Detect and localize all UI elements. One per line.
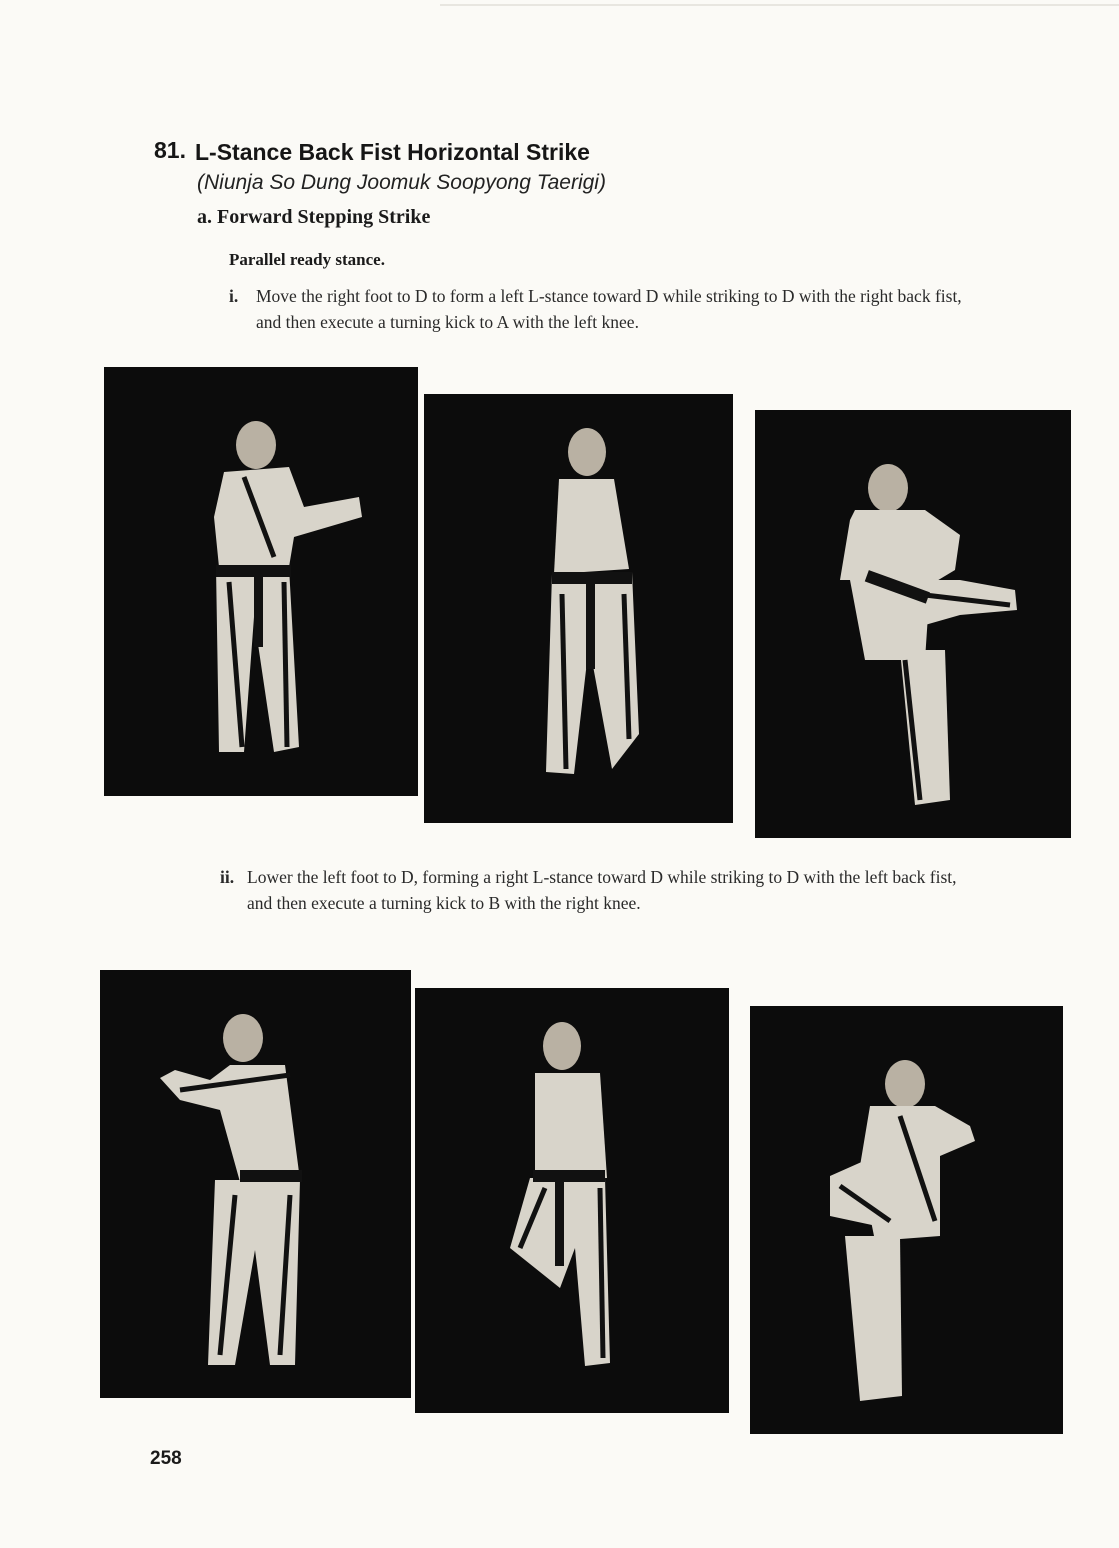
section-number: 81.: [154, 137, 186, 163]
step-2-marker: ii.: [220, 867, 235, 887]
photo-step1-strike: [424, 394, 733, 823]
page-edge-rule: [440, 4, 1119, 6]
martial-artist-strike-icon: [415, 988, 729, 1413]
section-title: L-Stance Back Fist Horizontal Strike: [195, 139, 590, 165]
photo-step2-ready: [100, 970, 411, 1398]
photo-step1-knee-kick: [755, 410, 1071, 838]
section-subtitle: (Niunja So Dung Joomuk Soopyong Taerigi): [197, 171, 606, 194]
photo-step1-ready: [104, 367, 418, 796]
step-1-marker: i.: [229, 286, 239, 306]
martial-artist-strike-icon: [424, 394, 733, 823]
step-1: [229, 283, 969, 363]
martial-artist-knee-kick-icon: [750, 1006, 1063, 1434]
martial-artist-knee-kick-icon: [755, 410, 1071, 838]
martial-artist-ready-icon: [104, 367, 418, 796]
martial-artist-ready-icon: [100, 970, 411, 1398]
step-1-text: Move the right foot to D to form a left L-stance toward D while striking to D with the right back fist, and then execute a turning kick to A with the left knee.: [256, 286, 962, 332]
photo-step2-strike: [415, 988, 729, 1413]
ready-stance-label: Parallel ready stance.: [229, 250, 385, 269]
page-number: 258: [150, 1448, 182, 1469]
step-2: [220, 864, 960, 944]
subsection-heading: a. Forward Stepping Strike: [197, 206, 431, 228]
step-2-text: Lower the left foot to D, forming a right L-stance toward D while striking to D with the left back fist, and then execute a turning kick to B with the right knee.: [247, 867, 957, 913]
photo-step2-knee-kick: [750, 1006, 1063, 1434]
